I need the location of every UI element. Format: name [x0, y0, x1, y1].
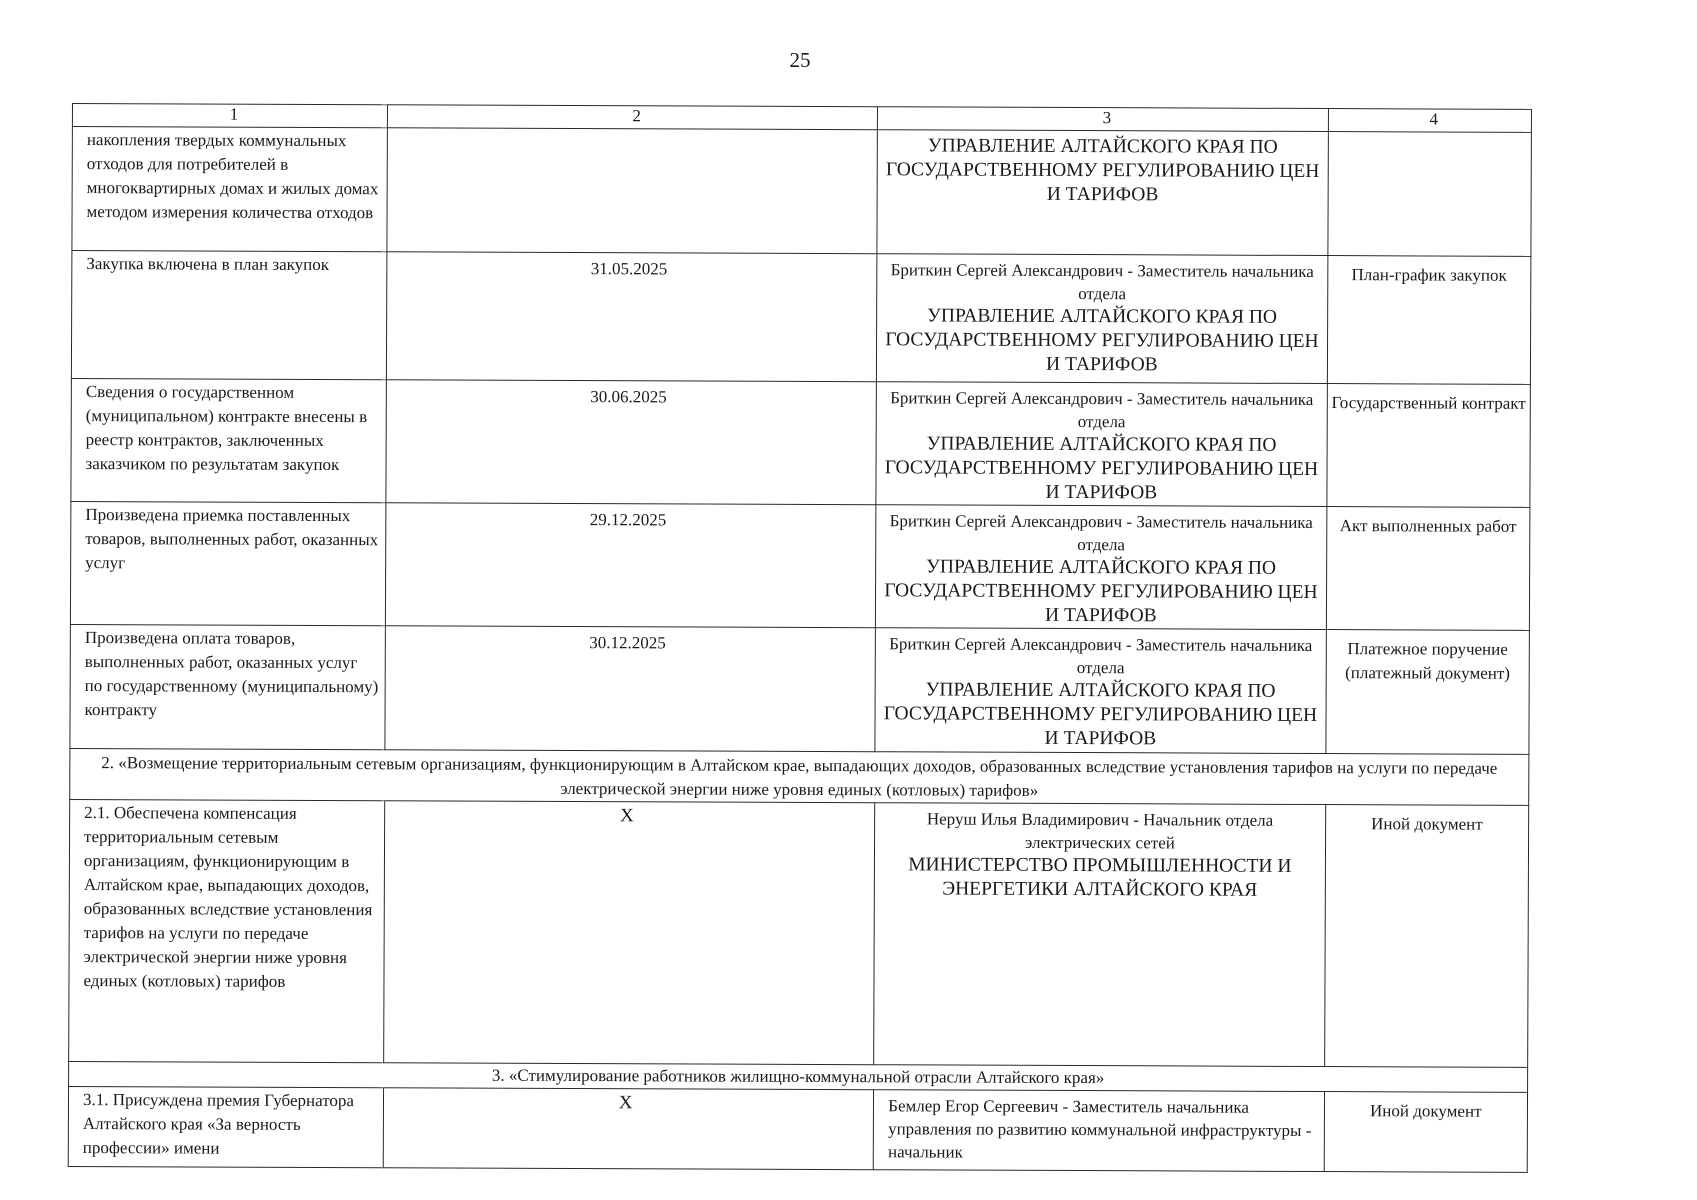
event-cell: 3.1. Присуждена премия Губернатора Алтайского края «За верность профессии» имени [68, 1086, 383, 1167]
event-cell: 2.1. Обеспечена компенсация территориальным сетевым организациям, функционирующим в Алтайском крае, выпадающих доходов, образованных вследствие установления тарифов на услуги по передаче электрической энергии ниже уровня единых (котловых) тарифов [69, 799, 385, 1062]
responsible-organization: УПРАВЛЕНИЕ АЛТАЙСКОГО КРАЯ ПО ГОСУДАРСТВЕННОМУ РЕГУЛИРОВАНИЮ ЦЕН И ТАРИФОВ [884, 433, 1319, 504]
responsible-cell [877, 254, 1328, 384]
date-cell: 30.12.2025 [385, 626, 876, 752]
responsible-organization: УПРАВЛЕНИЕ АЛТАЙСКОГО КРАЯ ПО ГОСУДАРСТВЕННОМУ РЕГУЛИРОВАНИЮ ЦЕН И ТАРИФОВ [884, 556, 1318, 627]
responsible-person: Бриткин Сергей Александрович - Заместитель начальника отдела [890, 260, 1314, 304]
column-header: 1 [72, 104, 387, 128]
column-header: 3 [878, 107, 1328, 132]
table-row [69, 799, 1529, 1067]
document-cell: План-график закупок [1327, 256, 1531, 385]
column-header: 2 [388, 105, 878, 130]
date-cell: X [384, 801, 875, 1065]
responsible-cell [876, 505, 1327, 630]
table-row [68, 1086, 1527, 1172]
event-cell: Закупка включена в план закупок [71, 251, 387, 380]
responsible-organization: УПРАВЛЕНИЕ АЛТАЙСКОГО КРАЯ ПО ГОСУДАРСТВЕННОМУ РЕГУЛИРОВАНИЮ ЦЕН И ТАРИФОВ [885, 135, 1320, 206]
document-cell: Платежное поручение (платежный документ) [1326, 630, 1530, 755]
date-cell: 31.05.2025 [387, 252, 878, 382]
document-cell: Иной документ [1324, 1092, 1528, 1173]
document-cell [1328, 132, 1532, 257]
event-cell: накопления твердых коммунальных отходов для потребителей в многоквартирных домах и жилых домах методом измерения количества отходов [72, 127, 388, 252]
responsible-person: Бриткин Сергей Александрович - Заместитель начальника отдела [890, 388, 1314, 432]
plan-table [68, 103, 1532, 1173]
responsible-person: Бемлер Егор Сергеевич - Заместитель начальника управления по развитию коммунальной инфраструктуры - начальник [887, 1096, 1312, 1162]
document-cell: Акт выполненных работ [1326, 507, 1530, 631]
date-cell [387, 128, 878, 254]
table-row [72, 127, 1531, 257]
date-cell: 30.06.2025 [386, 380, 877, 505]
date-cell: X [383, 1088, 873, 1170]
section-title: 2. «Возмещение территориальным сетевым организациям, функционирующим в Алтайском крае, выпадающих доходов, образованных вследствие установления тарифов на услуги по передаче электрической энергии ниже уровня единых (котловых) тарифов» [70, 748, 1529, 805]
table-row [71, 251, 1531, 385]
page-number: 25 [789, 48, 811, 72]
column-header: 4 [1328, 109, 1531, 133]
date-cell: 29.12.2025 [386, 503, 877, 628]
document-cell: Иной документ [1324, 805, 1528, 1068]
responsible-organization: МИНИСТЕРСТВО ПРОМЫШЛЕННОСТИ И ЭНЕРГЕТИКИ АЛТАЙСКОГО КРАЯ [908, 854, 1292, 901]
responsible-cell [876, 382, 1327, 507]
section-header-row [70, 748, 1529, 805]
event-cell: Произведена приемка поставленных товаров, выполненных работ, оказанных услуг [70, 501, 386, 625]
responsible-cell [877, 130, 1328, 256]
table-row [70, 624, 1529, 754]
responsible-cell [873, 1090, 1324, 1172]
responsible-organization: УПРАВЛЕНИЕ АЛТАЙСКОГО КРАЯ ПО ГОСУДАРСТВЕННОМУ РЕГУЛИРОВАНИЮ ЦЕН И ТАРИФОВ [885, 305, 1319, 376]
event-cell: Сведения о государственном (муниципальном) контракте внесены в реестр контрактов, заключенных заказчиком по результатам закупок [71, 378, 387, 502]
responsible-person: Бриткин Сергей Александрович - Заместитель начальника отдела [889, 634, 1313, 678]
responsible-person: Бриткин Сергей Александрович - Заместитель начальника отдела [889, 511, 1313, 555]
document-cell: Государственный контракт [1327, 384, 1531, 508]
table-row [70, 501, 1529, 630]
event-cell: Произведена оплата товаров, выполненных работ, оказанных услуг по государственному (муниципальному) контракту [70, 624, 386, 749]
responsible-cell [875, 628, 1326, 754]
responsible-person: Неруш Илья Владимирович - Начальник отдела электрических сетей [926, 809, 1274, 853]
section-title: 3. «Стимулирование работников жилищно-коммунальной отрасли Алтайского края» [69, 1061, 1528, 1092]
responsible-organization: УПРАВЛЕНИЕ АЛТАЙСКОГО КРАЯ ПО ГОСУДАРСТВЕННОМУ РЕГУЛИРОВАНИЮ ЦЕН И ТАРИФОВ [883, 679, 1318, 750]
responsible-cell [874, 803, 1325, 1067]
table-row [71, 378, 1530, 507]
